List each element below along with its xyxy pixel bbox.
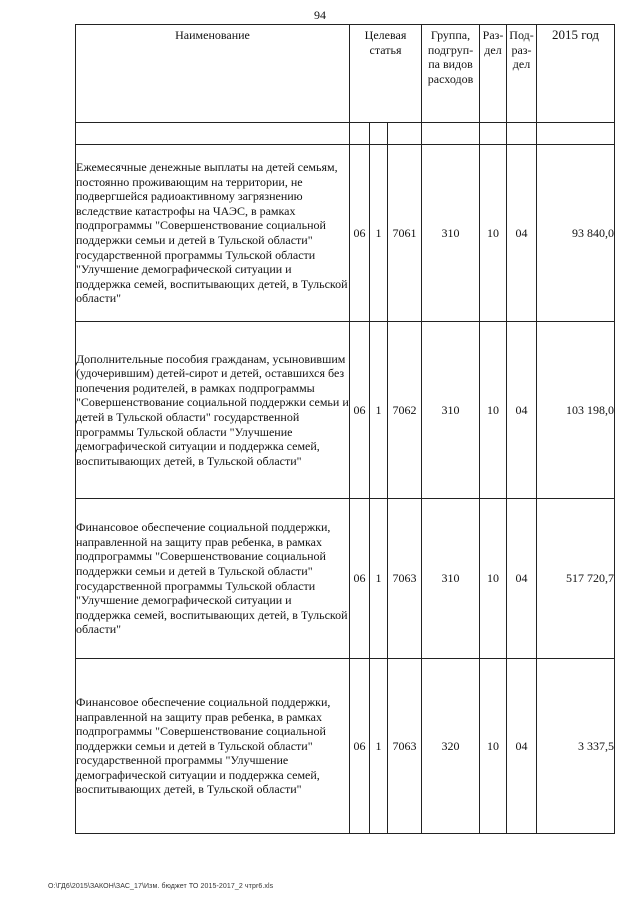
row-direction: 7063 — [388, 499, 422, 659]
row-subprogram: 1 — [370, 499, 388, 659]
row-group: 310 — [422, 145, 480, 322]
row-direction: 7063 — [388, 659, 422, 834]
row-program: 06 — [350, 322, 370, 499]
header-year: 2015 год — [537, 25, 615, 123]
row-group: 320 — [422, 659, 480, 834]
row-section: 10 — [480, 499, 507, 659]
table-row — [76, 322, 615, 499]
row-amount: 93 840,0 — [537, 145, 615, 322]
row-subprogram: 1 — [370, 145, 388, 322]
row-name: Ежемесячные денежные выплаты на детей семьям, постоянно проживающим на территории, не подвергшейся радиоактивному загрязнению вследствие катастрофы на ЧАЭС, в рамках подпрограммы "Совершенствование социальной поддержки семьи и детей в Тульской области" государственной программы Тульской области "Улучшение демографической ситуации и поддержка семей, воспитывающих детей, в Тульской области" — [76, 145, 350, 322]
row-subsection: 04 — [507, 145, 537, 322]
table-row — [76, 499, 615, 659]
row-subprogram: 1 — [370, 659, 388, 834]
header-row — [76, 25, 615, 123]
row-direction: 7062 — [388, 322, 422, 499]
header-name: Наименование — [76, 25, 350, 123]
row-amount: 3 337,5 — [537, 659, 615, 834]
row-name: Финансовое обеспечение социальной поддержки, направленной на защиту прав ребенка, в рамках подпрограммы "Совершенствование социальной поддержки семьи и детей в Тульской области" государственной программы "Улучшение демографической ситуации и поддержка семей, воспитывающих детей, в Тульской области" — [76, 659, 350, 834]
row-section: 10 — [480, 322, 507, 499]
row-section: 10 — [480, 659, 507, 834]
row-amount: 517 720,7 — [537, 499, 615, 659]
row-amount: 103 198,0 — [537, 322, 615, 499]
row-subsection: 04 — [507, 659, 537, 834]
row-section: 10 — [480, 145, 507, 322]
spacer-row — [76, 123, 615, 145]
page-number: 94 — [314, 8, 326, 22]
header-group: Группа, подгруп-па видов расходов — [422, 25, 480, 123]
file-path-footer: O:\ГД6\2015\ЗАКОН\ЗАС_17\Изм. бюджет ТО 2015-2017_2 чтpr6.xls — [48, 883, 274, 890]
row-program: 06 — [350, 145, 370, 322]
row-subsection: 04 — [507, 499, 537, 659]
row-name: Финансовое обеспечение социальной поддержки, направленной на защиту прав ребенка, в рамках подпрограммы "Совершенствование социальной поддержки семьи и детей в Тульской области" государственной программы Тульской области "Улучшение демографической ситуации и поддержка семей, воспитывающих детей, в Тульской области" — [76, 499, 350, 659]
row-subsection: 04 — [507, 322, 537, 499]
header-section: Раз-дел — [480, 25, 507, 123]
row-direction: 7061 — [388, 145, 422, 322]
header-subsection: Под-раз-дел — [507, 25, 537, 123]
header-target: Целевая статья — [350, 25, 422, 123]
row-subprogram: 1 — [370, 322, 388, 499]
budget-table — [75, 24, 615, 834]
row-program: 06 — [350, 659, 370, 834]
row-name: Дополнительные пособия гражданам, усыновившим (удочерившим) детей-сирот и детей, оставшихся без попечения родителей, в рамках подпрограммы "Совершенствование социальной поддержки семьи и детей в Тульской области" государственной программы Тульской области "Улучшение демографической ситуации и поддержка семей, воспитывающих детей, в Тульской области" — [76, 322, 350, 499]
row-group: 310 — [422, 499, 480, 659]
row-group: 310 — [422, 322, 480, 499]
table-row — [76, 659, 615, 834]
row-program: 06 — [350, 499, 370, 659]
table-row — [76, 145, 615, 322]
